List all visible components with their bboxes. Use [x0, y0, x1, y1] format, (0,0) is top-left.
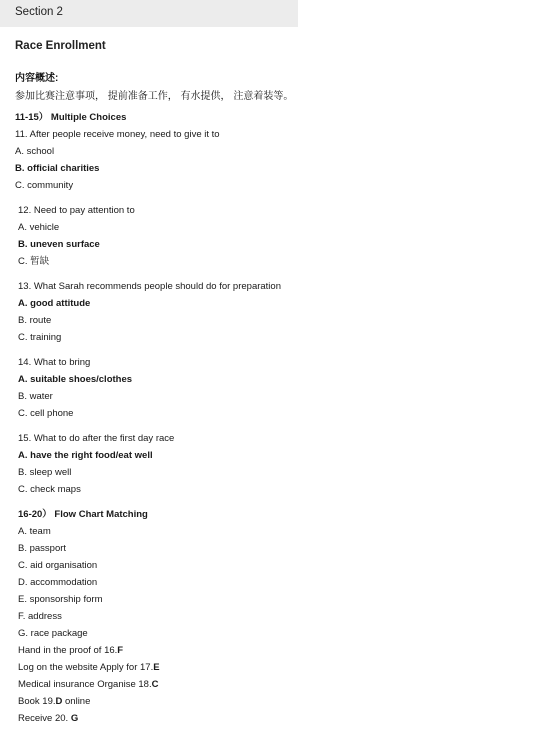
summary-text: 参加比赛注意事项， 提前准备工作， 有水提供， 注意着装等。	[15, 91, 294, 102]
question-block	[15, 126, 526, 194]
correct-option: A. suitable shoes/clothes	[18, 374, 133, 385]
correct-option: B. uneven surface	[18, 239, 100, 250]
correct-option: B. official charities	[15, 163, 100, 174]
flow-option: B. passport	[18, 543, 67, 554]
question-block	[15, 430, 526, 498]
flow-answer: G	[70, 713, 79, 724]
flow-step: Receive 20. G	[18, 713, 79, 724]
summary-label: 内容概述:	[15, 73, 59, 84]
option: C. cell phone	[18, 408, 74, 419]
option: C. check maps	[18, 484, 81, 495]
section-header	[0, 0, 298, 27]
flow-steps	[15, 642, 526, 727]
option: C. community	[15, 180, 74, 191]
page-title: Race Enrollment	[15, 40, 106, 52]
option: C. 暂缺	[18, 256, 50, 267]
flow-answer: E	[153, 662, 160, 673]
question-text: 14. What to bring	[18, 357, 91, 368]
option: B. water	[18, 391, 53, 402]
flow-option: E. sponsorship form	[18, 594, 103, 605]
question-text: 11. After people receive money, need to give it to	[15, 129, 220, 140]
option: B. route	[18, 315, 52, 326]
flow-options	[15, 523, 526, 642]
question-block	[15, 202, 526, 270]
flow-answer: F	[117, 645, 124, 656]
section-label: Section 2	[15, 6, 63, 18]
question-text: 15. What to do after the first day race	[18, 433, 175, 444]
correct-option: A. good attitude	[18, 298, 91, 309]
question-content	[15, 109, 526, 727]
flow-option: C. aid organisation	[18, 560, 98, 571]
option: C. training	[18, 332, 62, 343]
option: A. school	[15, 146, 55, 157]
flow-option: F. address	[18, 611, 62, 622]
flow-option: D. accommodation	[18, 577, 98, 588]
flow-heading: 16-20） Flow Chart Matching	[18, 509, 148, 520]
option: A. vehicle	[18, 222, 60, 233]
question-text: 12. Need to pay attention to	[18, 205, 135, 216]
question-text: 13. What Sarah recommends people should do for preparation	[18, 281, 281, 292]
flow-option: A. team	[18, 526, 51, 537]
correct-option: A. have the right food/eat well	[18, 450, 153, 461]
flow-option: G. race package	[18, 628, 88, 639]
flow-step: Log on the website Apply for 17.E	[18, 662, 160, 673]
option: B. sleep well	[18, 467, 72, 478]
flow-step: Book 19.D online	[18, 696, 91, 707]
mc-heading: 11-15） Multiple Choices	[15, 112, 127, 123]
flow-answer: D	[55, 696, 63, 707]
question-block	[15, 354, 526, 422]
flow-step: Hand in the proof of 16.F	[18, 645, 124, 656]
flow-answer: C	[151, 679, 159, 690]
question-block	[15, 278, 526, 346]
flow-step: Medical insurance Organise 18.C	[18, 679, 159, 690]
